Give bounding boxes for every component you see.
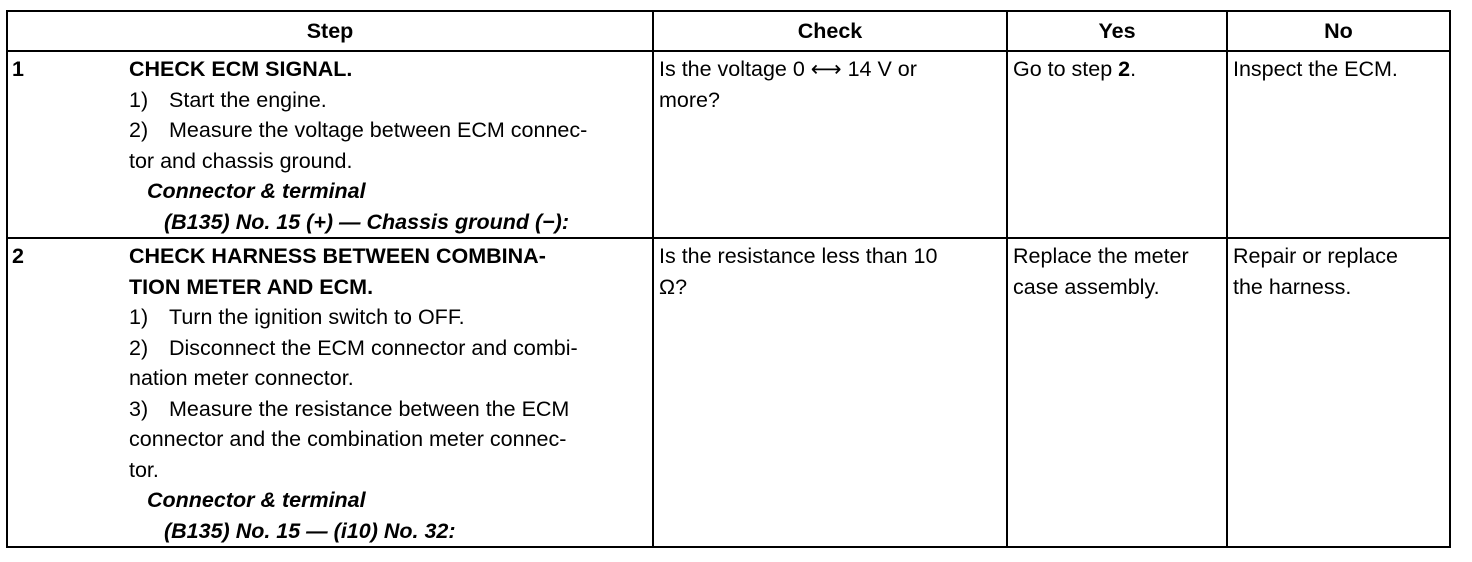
yes-cell (1007, 238, 1227, 547)
substep-text: connector and the combination meter connec- (129, 427, 567, 451)
substep (129, 333, 652, 364)
check-text: more? (659, 87, 720, 112)
check-cell (653, 51, 1007, 238)
no-text: the harness. (1233, 274, 1352, 299)
connector-heading: Connector & terminal (147, 488, 366, 512)
yes-cell (1007, 51, 1227, 238)
step-number: 1 (7, 51, 129, 238)
step-number: 2 (7, 238, 129, 547)
table-header-row (7, 11, 1450, 51)
step-description (129, 238, 653, 547)
substep-continuation (129, 363, 652, 394)
substep-number: 3) (129, 396, 149, 421)
check-text: Ω? (659, 274, 688, 299)
substep-number: 2) (129, 118, 149, 142)
substep (129, 302, 652, 333)
substep-text: tor. (129, 457, 159, 482)
diagnostic-table-container (6, 10, 1449, 548)
substep (129, 115, 652, 146)
no-text: Inspect the ECM. (1233, 57, 1398, 81)
connector-terminal-value: (B135) No. 15 — (i10) No. 32: (164, 518, 456, 543)
substep-text: Measure the resistance between the ECM (169, 396, 570, 421)
step-description (129, 51, 653, 238)
substep-number: 1) (129, 305, 149, 329)
no-cell (1227, 238, 1450, 547)
yes-text: Replace the meter (1013, 244, 1189, 268)
check-text: Is the voltage 0 ⟷ 14 V or (659, 57, 917, 81)
header-check: Check (653, 11, 1007, 51)
step-title: TION METER AND ECM. (129, 274, 374, 299)
substep-text: Measure the voltage between ECM connec- (169, 118, 588, 142)
substep-text: Turn the ignition switch to OFF. (169, 305, 465, 329)
connector-terminal-value: (B135) No. 15 (+) — Chassis ground (−): (164, 209, 569, 234)
header-yes: Yes (1007, 11, 1227, 51)
diagnostic-procedure-table (6, 10, 1451, 548)
yes-step-ref: 2 (1118, 57, 1131, 81)
connector-heading: Connector & terminal (147, 179, 366, 203)
substep-continuation (129, 424, 652, 455)
step-title: CHECK HARNESS BETWEEN COMBINA- (129, 244, 546, 268)
substep-text: tor and chassis ground. (129, 148, 353, 173)
header-no: No (1227, 11, 1450, 51)
check-text: Is the resistance less than 10 (659, 244, 938, 268)
header-step: Step (7, 11, 653, 51)
substep-continuation (129, 146, 652, 177)
substep-continuation (129, 455, 652, 486)
substep (129, 394, 652, 425)
yes-text: case assembly. (1013, 274, 1160, 299)
yes-text: Go to step (1013, 57, 1119, 81)
substep-number: 2) (129, 335, 149, 360)
yes-text-end: . (1130, 57, 1137, 81)
step-title: CHECK ECM SIGNAL. (129, 57, 353, 81)
substep-text: nation meter connector. (129, 366, 354, 390)
no-cell (1227, 51, 1450, 238)
substep-number: 1) (129, 87, 149, 112)
substep (129, 85, 652, 116)
substep-text: Start the engine. (169, 87, 327, 112)
table-row (7, 51, 1450, 238)
table-row (7, 238, 1450, 547)
no-text: Repair or replace (1233, 244, 1398, 268)
substep-text: Disconnect the ECM connector and combi- (169, 335, 578, 360)
check-cell (653, 238, 1007, 547)
